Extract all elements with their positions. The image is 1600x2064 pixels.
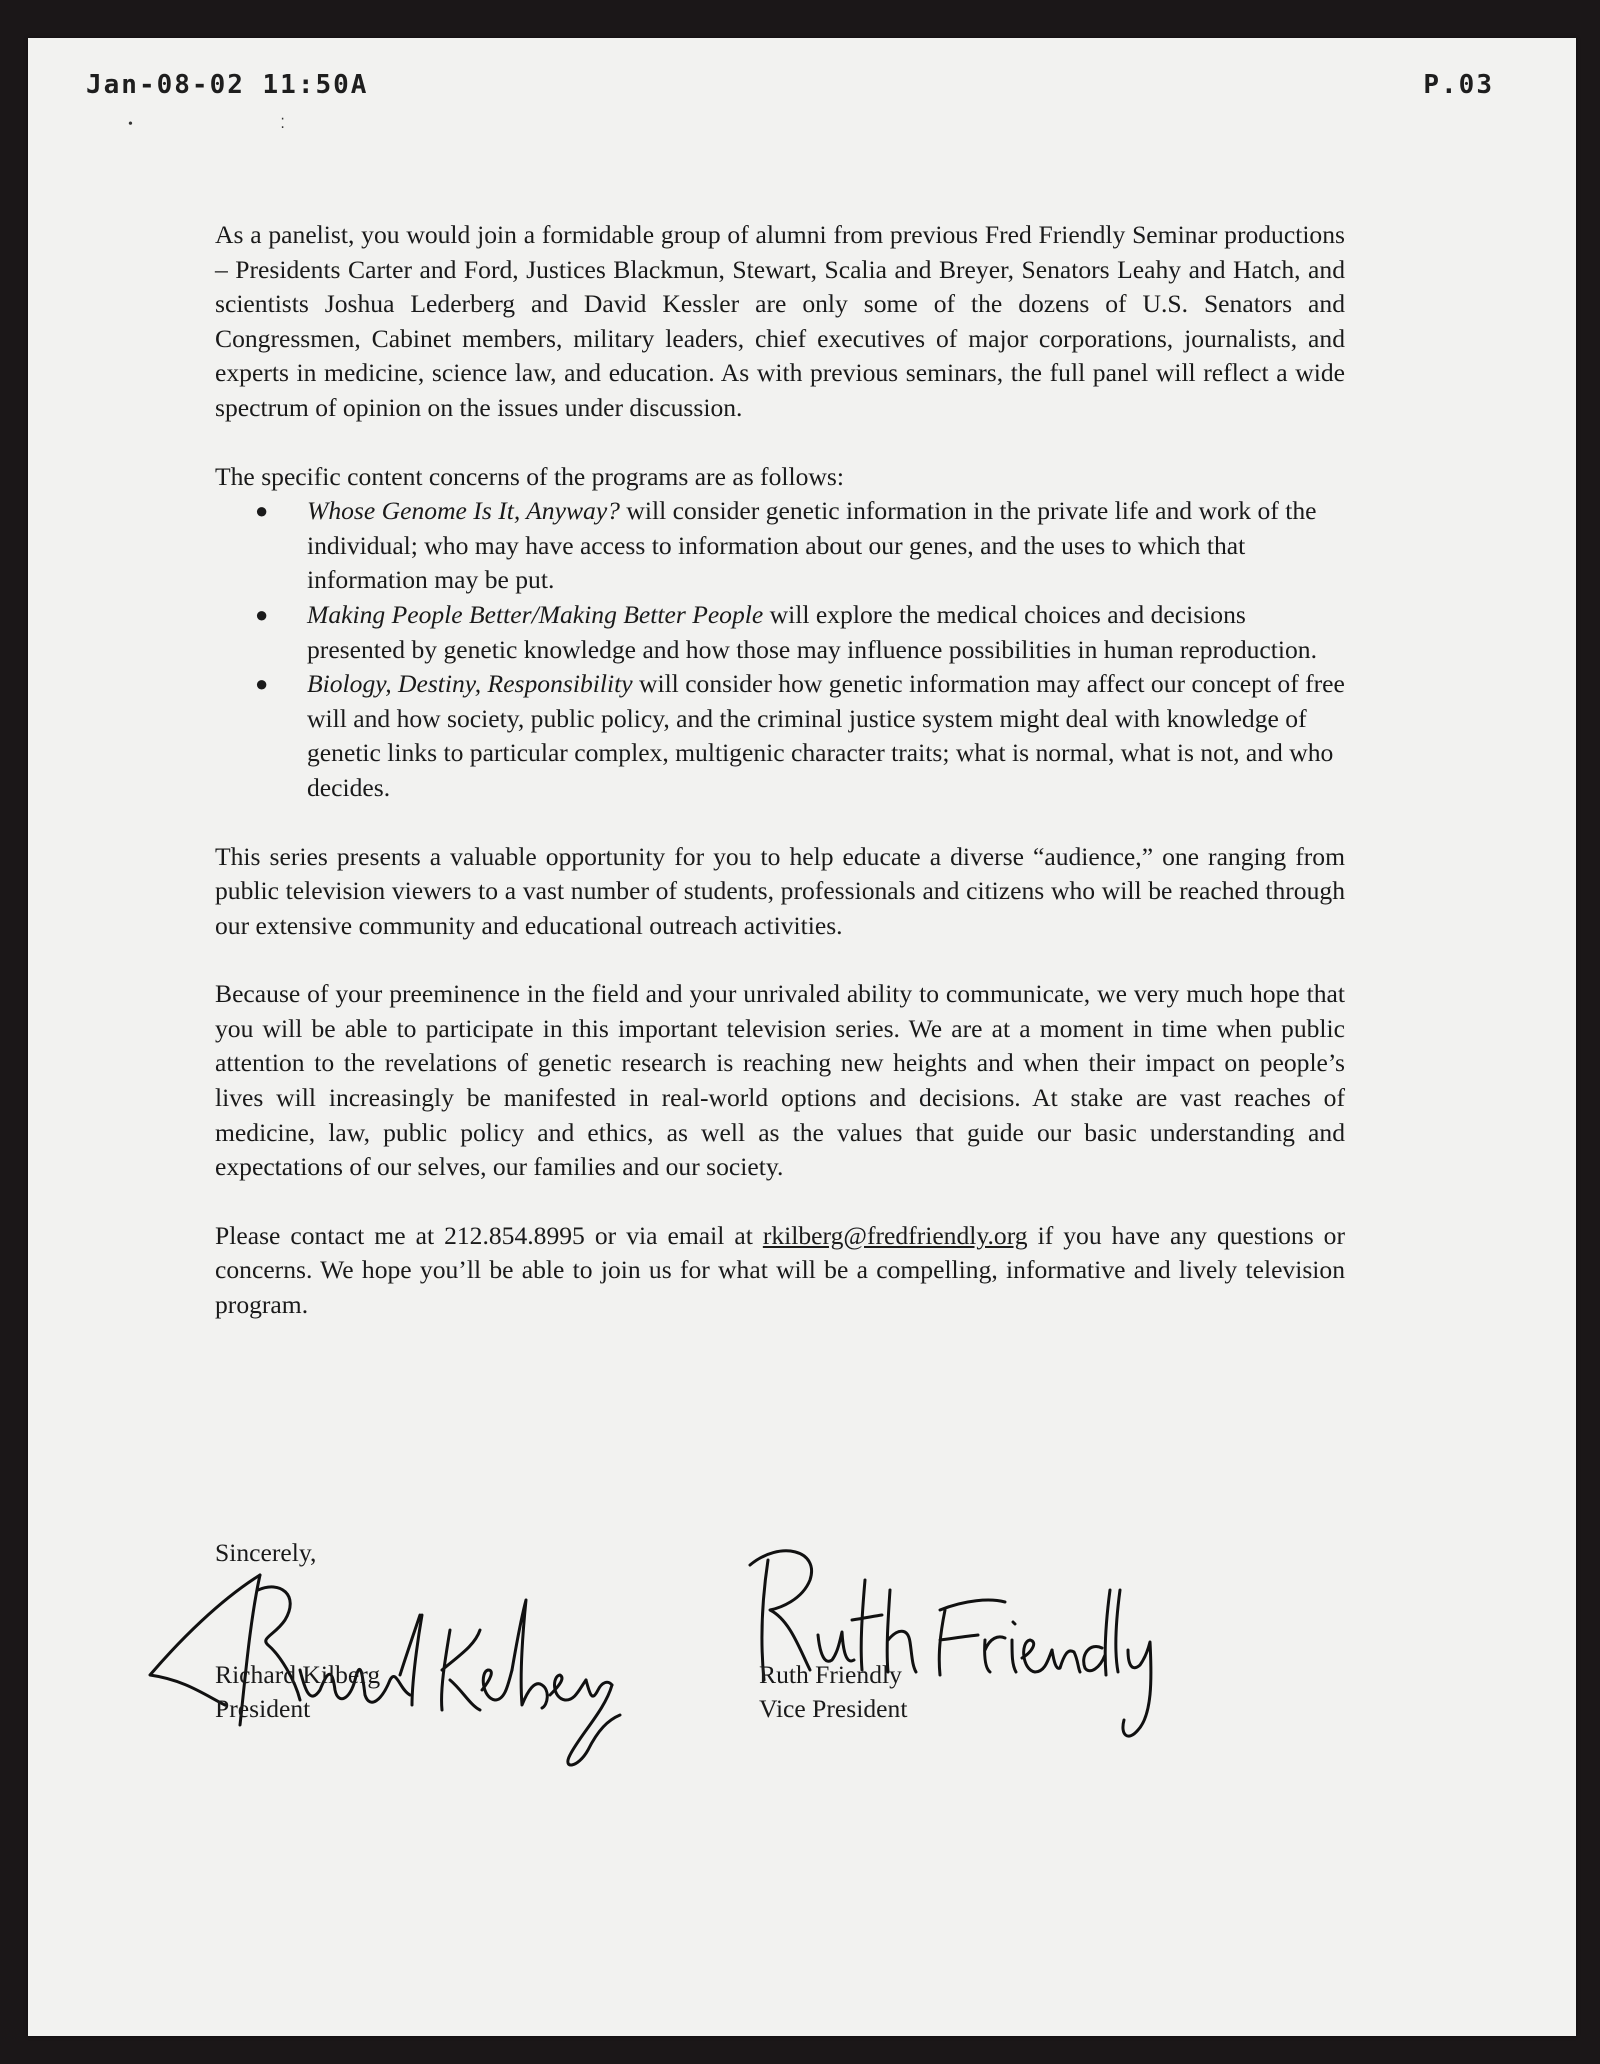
signer-name: Richard Kilberg: [215, 1660, 381, 1689]
program-description: will consider genetic information in the private life and work of the individual; who may have access to information about our genes, and the uses to which that information may be put.: [307, 496, 1317, 595]
preeminence-paragraph: Because of your preeminence in the field and your unrivaled ability to communicate, we very much hope that you will be able to participate in this important television series. We are at a moment in time when public attention to the revelations of genetic research is reaching new heights and when their impact on people’s lives will increasingly be manifested in real-world options and decisions. At stake are vast reaches of medicine, law, public policy and ethics, as well as the values that guide our basic understanding and expectations of our selves, our families and our society.: [215, 979, 1345, 1182]
program-title: Making People Better/Making Better People: [307, 599, 764, 629]
closing: Sincerely,: [215, 1538, 317, 1567]
fax-specks-decoration: • ⁚: [128, 117, 357, 132]
bullet-icon: ●: [255, 498, 269, 524]
signer-title: Vice President: [759, 1694, 908, 1723]
programs-intro: The specific content concerns of the programs are as follows:: [215, 461, 844, 491]
list-item: [215, 598, 1345, 667]
signer-ruth-friendly: [759, 1658, 907, 1726]
intro-paragraph: As a panelist, you would join a formidable group of alumni from previous Fred Friendly Seminar productions – Presidents Carter and Ford, Justices Blackmun, Stewart, Scalia and Breyer, Senators Leahy and Hatch, and scientists Joshua Lederberg and David Kessler are only some of the dozens of U.S. Senators and Congressmen, Cabinet members, military leaders, chief executives of major corporations, journalists, and experts in medicine, science law, and education. As with previous seminars, the full panel will reflect a wide spectrum of opinion on the issues under discussion.: [215, 220, 1345, 422]
signer-richard-kilberg: [215, 1658, 380, 1726]
program-title: Whose Genome Is It, Anyway?: [307, 496, 620, 526]
list-item: [215, 494, 1345, 598]
signer-name: Ruth Friendly: [759, 1660, 902, 1689]
program-list: [215, 494, 1345, 805]
opportunity-paragraph: This series presents a valuable opportunity for you to help educate a diverse “audience,” one ranging from public television viewers to a vast number of students, professionals and citizens who will be reached through our extensive community and educational outreach activities.: [215, 841, 1345, 940]
bullet-icon: ●: [255, 601, 269, 627]
contact-text-before: Please contact me at 212.854.8995 or via email at: [215, 1220, 763, 1250]
program-description: will consider how genetic information may affect our concept of free will and how society, public policy, and the criminal justice system might deal with knowledge of genetic links to particular complex, multigenic character traits; what is normal, what is not, and who decides.: [307, 669, 1345, 802]
fax-page-number: P.03: [1423, 70, 1494, 100]
program-title: Biology, Destiny, Responsibility: [307, 669, 633, 699]
bullet-icon: ●: [255, 671, 269, 697]
letter-body: [215, 218, 1345, 1323]
email-link[interactable]: rkilberg@fredfriendly.org: [762, 1220, 1028, 1250]
richard-kilberg-signature: [150, 1520, 620, 1770]
list-item: [215, 667, 1345, 805]
program-description: will explore the medical choices and decisions presented by genetic knowledge and how those may influence possibilities in human reproduction.: [307, 599, 1317, 664]
signer-title: President: [215, 1694, 311, 1723]
fax-datetime: Jan-08-02 11:50A: [86, 70, 369, 100]
contact-text-after: if you have any questions or concerns. We hope you’ll be able to join us for what will be a compelling, informative and lively television program.: [215, 1220, 1345, 1320]
contact-paragraph: [215, 1219, 1345, 1323]
